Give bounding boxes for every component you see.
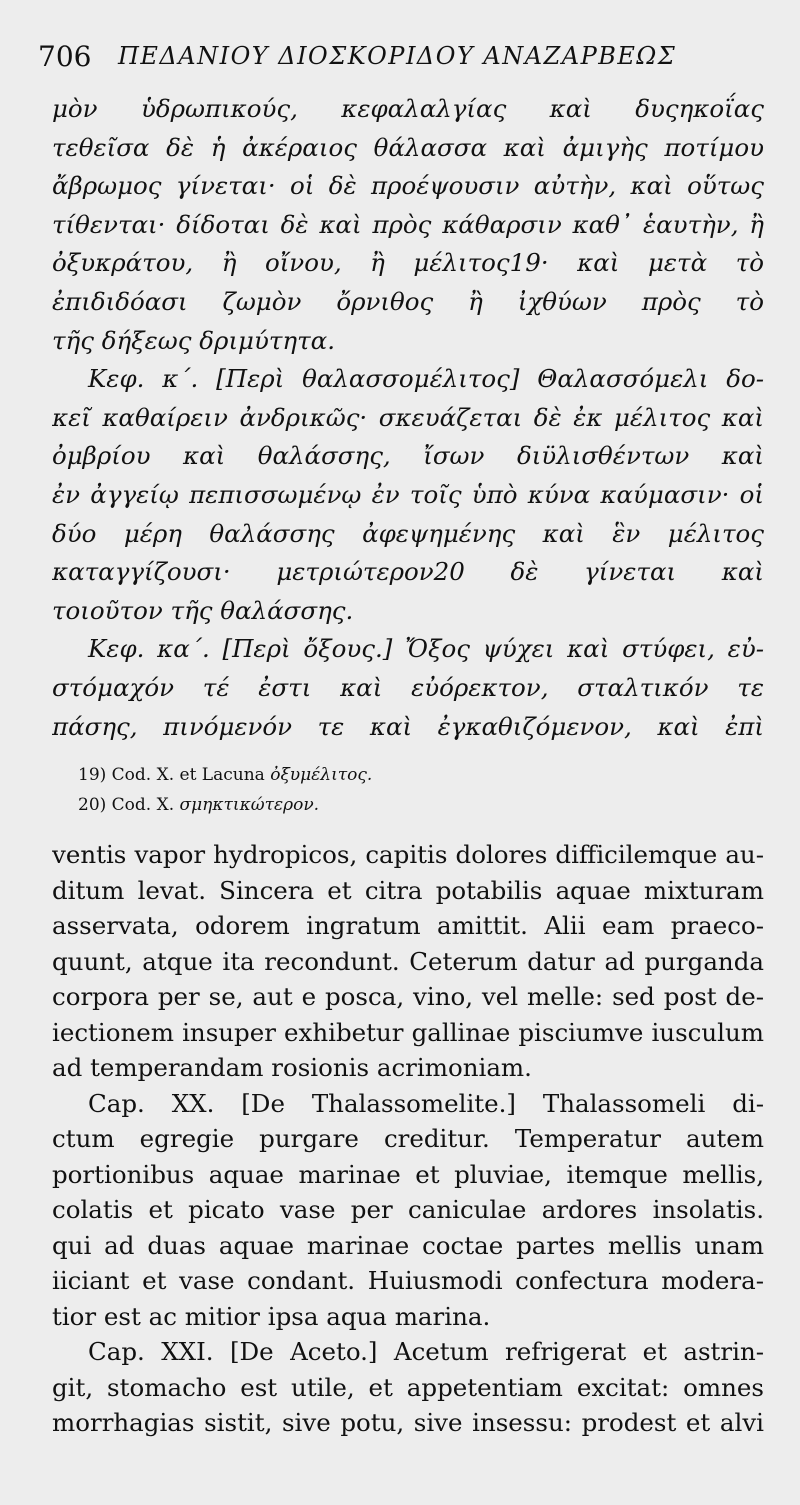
greek-line: μὸν ὑδρωπικούς, κεφαλαλγίας καὶ δυςηκοΐας <box>52 94 764 123</box>
greek-line: ἐν ἀγγείῳ πεπισσωμένῳ ἐν τοῖς ὑπὸ κύνα καύμασιν· οἱ <box>52 479 764 509</box>
latin-line: colatis et picato vase per caniculae ardores insolatis. <box>52 1195 764 1224</box>
latin-line: ditum levat. Sincera et citra potabilis aquae mixturam <box>52 875 764 905</box>
greek-line: πάσης, πινόμενόν τε καὶ ἐγκαθιζόμενον, καὶ ἐπὶ <box>52 711 764 741</box>
latin-text-block <box>52 837 764 1441</box>
greek-line: κεῖ καθαίρειν ἀνδρικῶς· σκευάζεται δὲ ἐκ μέλιτος καὶ <box>52 402 764 432</box>
page-number: 706 <box>38 40 92 73</box>
greek-text-block <box>52 90 764 746</box>
footnote-ref: 20) Cod. X. <box>78 795 175 815</box>
greek-line: ὀμβρίου καὶ θαλάσσης, ἴσων διϋλισθέντων καὶ <box>52 441 764 471</box>
footnotes <box>78 760 758 820</box>
latin-line: portionibus aquae marinae et pluviae, itemque mellis, <box>52 1159 764 1189</box>
greek-line: ὀξυκράτου, ἢ οἴνου, ἢ μέλιτος19· καὶ μετὰ τὸ <box>52 248 764 278</box>
footnote-greek: σμηκτικώτερον. <box>179 795 320 815</box>
greek-line: τοιοῦτον τῆς θαλάσσης. <box>52 595 354 625</box>
page-header <box>38 38 760 78</box>
greek-line: Κεφ. κα΄. [Περὶ ὄξους.] Ὄξος ψύχει καὶ στύφει, εὐ- <box>88 634 764 664</box>
latin-line: git, stomacho est utile, et appetentiam excitat: omnes <box>52 1372 764 1402</box>
latin-line: qui ad duas aquae marinae coctae partes mellis unam <box>52 1230 764 1260</box>
latin-line: ventis vapor hydropicos, capitis dolores difficilemque au- <box>52 840 764 869</box>
latin-line: asservata, odorem ingratum amittit. Alii eam praeco- <box>52 911 764 940</box>
greek-line: στόμαχόν τέ ἐστι καὶ εὐόρεκτον, σταλτικόν τε <box>52 672 764 702</box>
greek-line: ἄβρωμος γίνεται· οἱ δὲ προέψουσιν αὐτὴν, καὶ οὕτως <box>52 171 764 201</box>
latin-line: morrhagias sistit, sive potu, sive insessu: prodest et alvi <box>52 1408 764 1437</box>
latin-line: iectionem insuper exhibetur gallinae pisciumve iusculum <box>52 1017 764 1047</box>
footnote-greek: ὀξυμέλιτος. <box>270 765 373 785</box>
greek-line: τίθενται· δίδοται δὲ καὶ πρὸς κάθαρσιν καθ᾽ ἑαυτὴν, ἢ <box>52 209 764 239</box>
greek-line: τεθεῖσα δὲ ἡ ἀκέραιος θάλασσα καὶ ἀμιγὴς ποτίμου <box>52 132 764 162</box>
greek-line: Κεφ. κ΄. [Περὶ θαλασσομέλιτος] Θαλασσόμελι δο- <box>88 364 764 394</box>
latin-line: iiciant et vase condant. Huiusmodi confectura modera- <box>52 1266 764 1295</box>
greek-line: καταγγίζουσι· μετριώτερον20 δὲ γίνεται καὶ <box>52 557 764 587</box>
footnote-ref: 19) Cod. X. et Lacuna <box>78 765 265 785</box>
latin-line: ctum egregie purgare creditur. Temperatur autem <box>52 1124 764 1153</box>
greek-line: τῆς δήξεως δριμύτητα. <box>52 325 335 355</box>
latin-line: Cap. XXI. [De Aceto.] Acetum refrigerat et astrin- <box>88 1337 764 1366</box>
footnote <box>78 790 758 820</box>
greek-line: ἐπιδιδόασι ζωμὸν ὄρνιθος ἢ ἰχθύων πρὸς τὸ <box>52 286 764 316</box>
greek-line: δύο μέρη θαλάσσης ἀφεψημένης καὶ ἓν μέλιτος <box>52 518 764 548</box>
running-title: ΠΕΔΑΝΙΟΥ ΔΙΟΣΚΟΡΙΔΟΥ ΑΝΑΖΑΡΒΕΩΣ <box>118 42 677 70</box>
latin-line: ad temperandam rosionis acrimoniam. <box>52 1053 532 1082</box>
footnote <box>78 760 758 790</box>
latin-line: quunt, atque ita recondunt. Ceterum datur ad purganda <box>52 946 764 976</box>
latin-line: corpora per se, aut e posca, vino, vel melle: sed post de- <box>52 982 764 1011</box>
latin-line: tior est ac mitior ipsa aqua marina. <box>52 1301 491 1331</box>
latin-line: Cap. XX. [De Thalassomelite.] Thalassomeli di- <box>88 1088 764 1118</box>
